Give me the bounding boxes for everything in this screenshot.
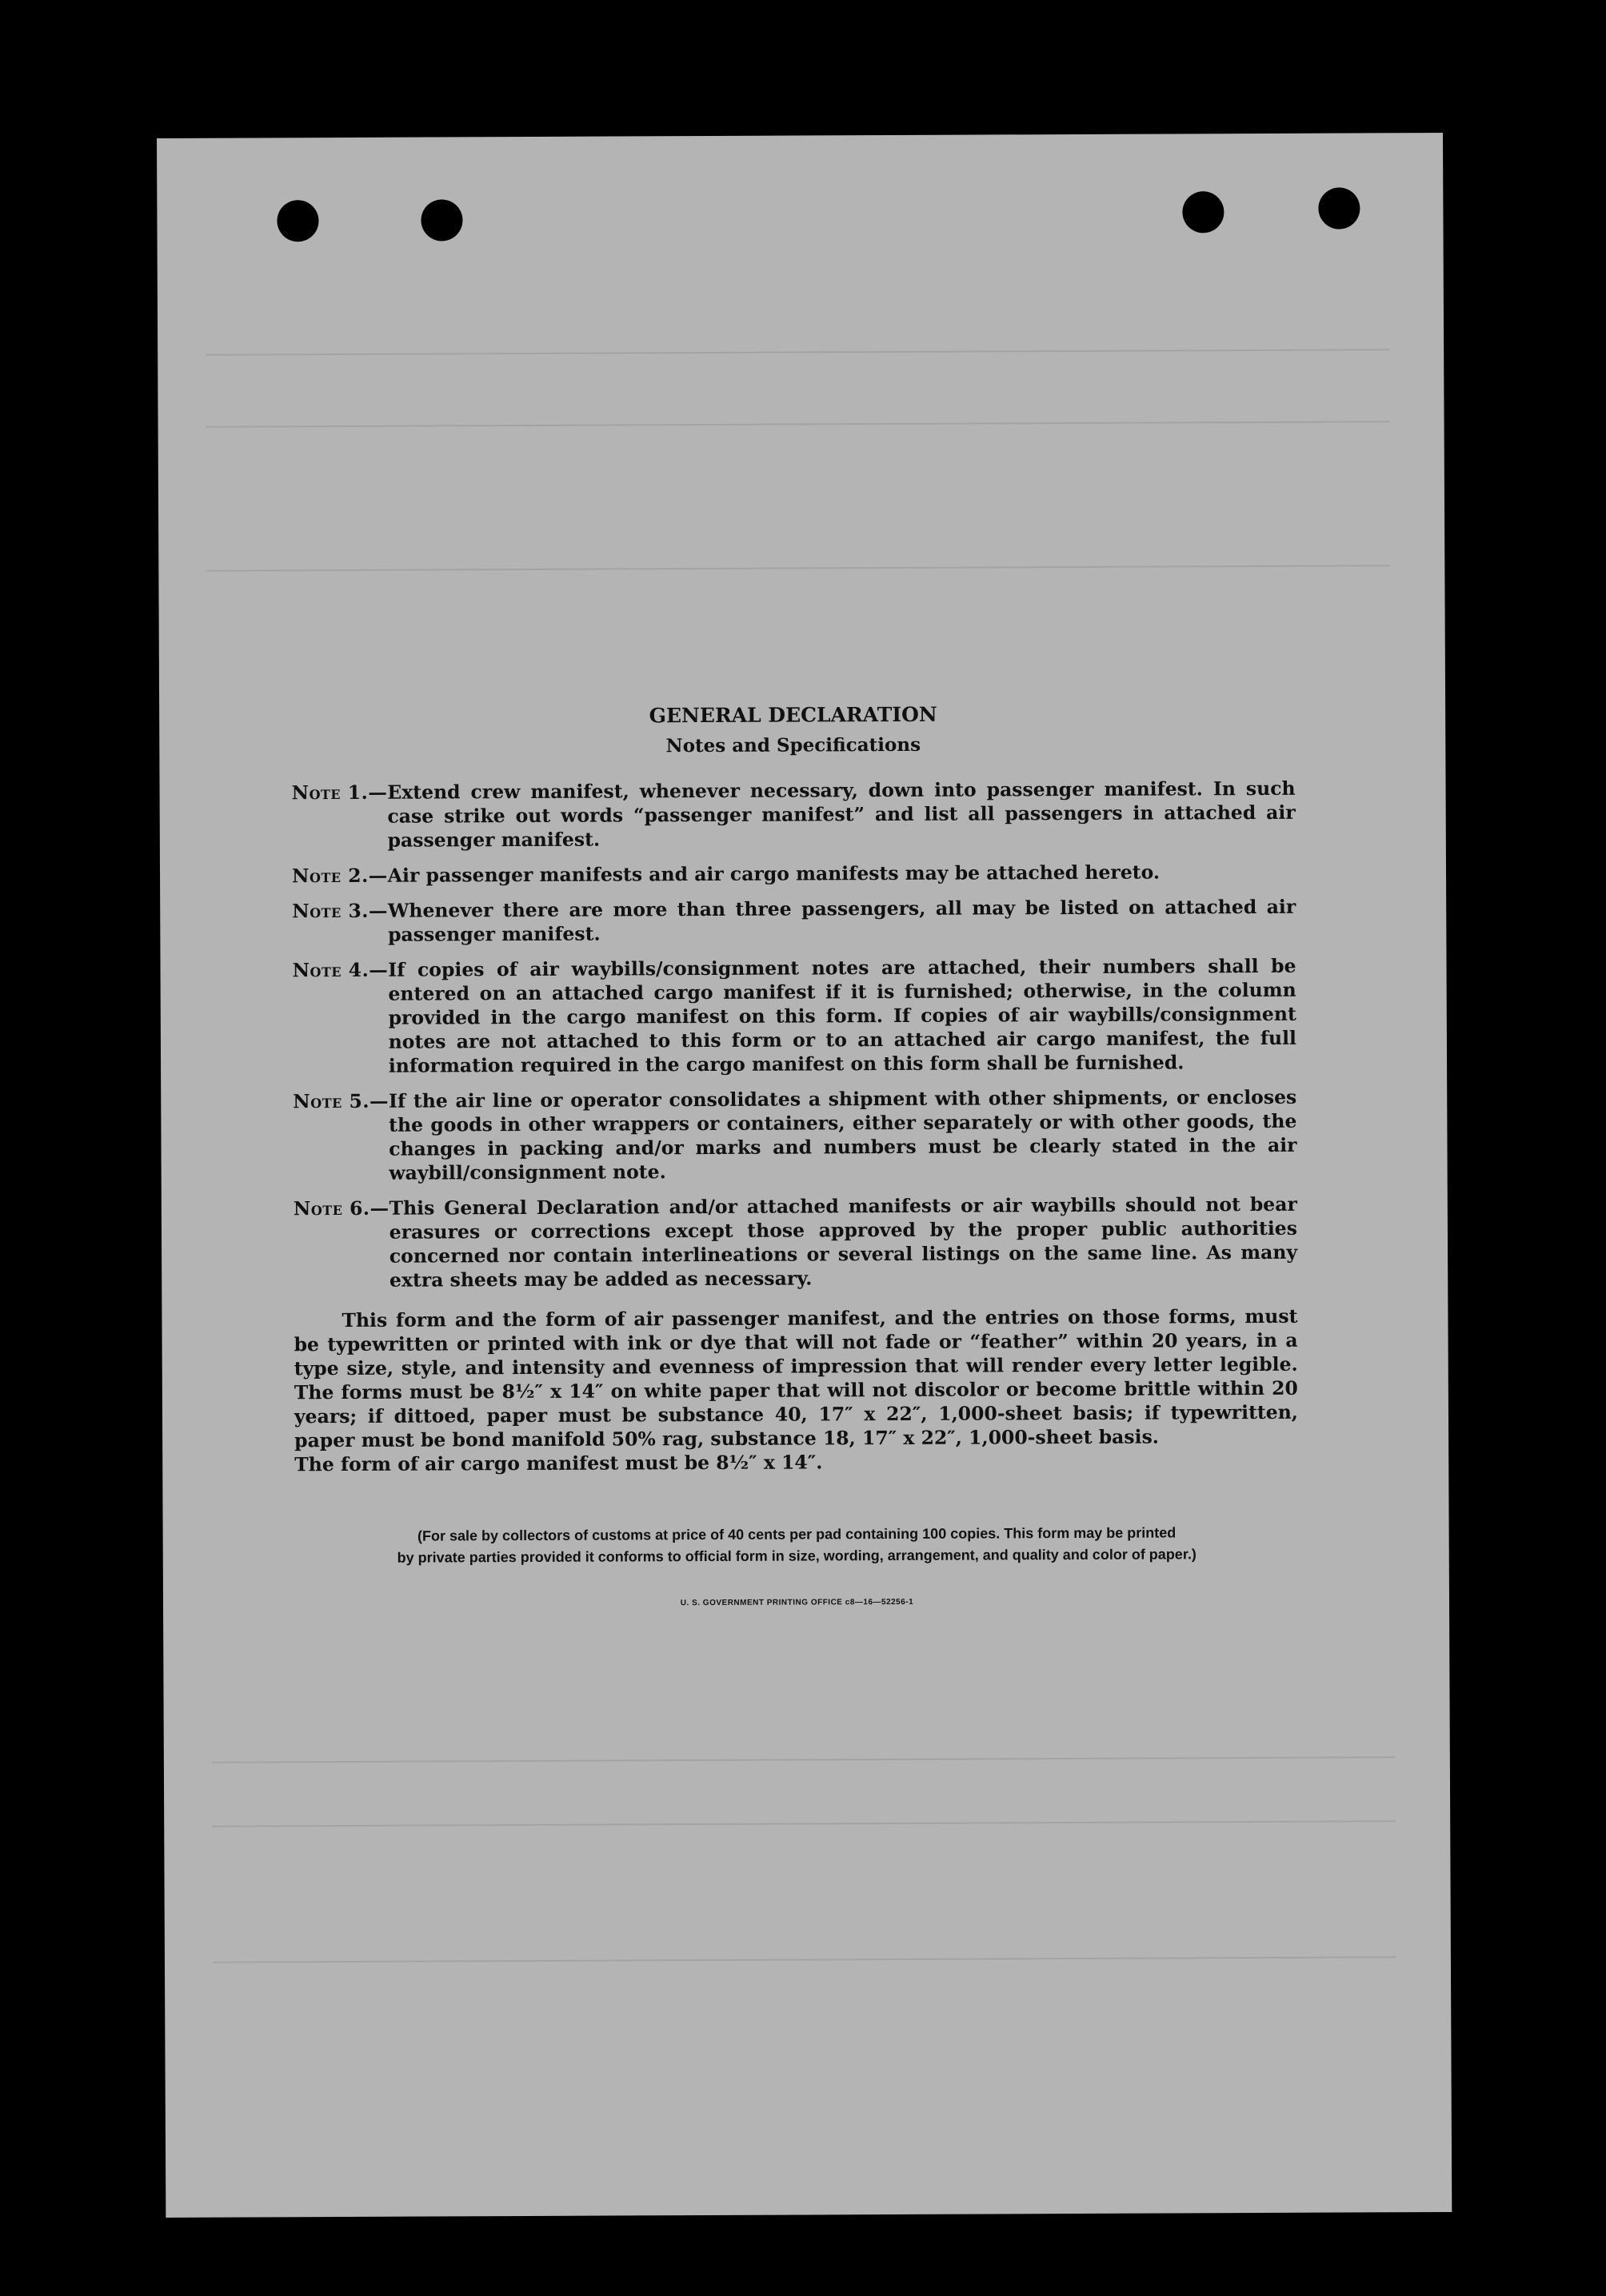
note-text: If copies of air waybills/consignment notes are attached, their numbers shall be entered on an attached cargo manifest if it is furnished; otherwise, in the column provided in the cargo manifest on this form. If copies of air waybills/consignment notes are not attached to this form or to an attached air cargo manifest, the full information required in the cargo manifest on this form shall be furnished. (388, 954, 1296, 1077)
note-4 (292, 954, 1296, 1078)
page-subtitle: Notes and Specifications (665, 733, 921, 757)
note-text: This General Declaration and/or attached manifests or air waybills should not bear erasures or corrections except those approved by the proper public authorities concerned nor contain interlineations or several listings on the same line. As many extra sheets may be added as necessary. (389, 1192, 1298, 1292)
sale-notice-line: by private parties provided it conforms to official form in size, wording, arrangement, and quality and color of paper.) (397, 1546, 1197, 1566)
note-text: Extend crew manifest, whenever necessary, down into passenger manifest. In such case strike out words “passenger manifest” and list all passengers in attached air passenger manifest. (387, 777, 1296, 852)
note-1 (292, 777, 1296, 853)
punch-hole (421, 199, 462, 241)
sale-notice (295, 1522, 1299, 1569)
punch-hole (1182, 191, 1224, 233)
note-label: Note 2.— (291, 864, 388, 888)
bleed-through-rule (212, 1756, 1396, 1763)
punch-hole (277, 200, 318, 242)
document-page (157, 133, 1452, 2218)
note-3 (292, 895, 1296, 947)
note-5 (293, 1085, 1297, 1185)
note-text: Air passenger manifests and air cargo manifests may be attached hereto. (387, 861, 1161, 887)
sale-notice-line: (For sale by collectors of customs at price of 40 cents per pad containing 100 copies. This form may be printed (417, 1524, 1177, 1544)
bleed-through-rule (212, 1820, 1396, 1827)
form-specification-paragraph (294, 1304, 1298, 1476)
bleed-through-rule (213, 1956, 1396, 1963)
bleed-through-rule (206, 349, 1389, 355)
note-text: Whenever there are more than three passengers, all may be listed on attached air passenger manifest. (387, 895, 1296, 946)
page-title: GENERAL DECLARATION (649, 702, 937, 728)
punch-hole (1318, 187, 1360, 229)
specification-text: This form and the form of air passenger manifest, and the entries on those forms, must be typewritten or printed with ink or dye that will not fade or “feather” within 20 years, in a type size, style, and intensity and evenness of impression that will render every letter legible. The forms must be 8½″ x 14″ on white paper that will not discolor or become brittle within 20 years; if dittoed, paper must be substance 40, 17″ x 22″, 1,000-sheet basis; if typewritten, paper must be bond manifold 50% rag, substance 18, 17″ x 22″, 1,000-sheet basis. (294, 1304, 1299, 1452)
note-label: Note 3.— (292, 899, 389, 923)
bleed-through-rule (206, 565, 1390, 571)
bleed-through-rule (206, 421, 1390, 427)
note-label: Note 5.— (293, 1089, 390, 1113)
note-text: If the air line or operator consolidates a shipment with other shipments, or encloses the goods in other wrappers or containers, either separately or with other goods, the changes in packing and/or marks and numbers must be clearly stated in the air waybill/consignment note. (388, 1085, 1297, 1184)
note-label: Note 6.— (293, 1196, 390, 1220)
note-2 (292, 860, 1296, 888)
declaration-notes (291, 701, 1299, 1617)
specification-last-line: The form of air cargo manifest must be 8½″ x 14″. (294, 1451, 823, 1476)
note-label: Note 4.— (292, 958, 389, 982)
note-label: Note 1.— (291, 781, 388, 805)
note-6 (294, 1192, 1298, 1292)
printing-office-imprint: U. S. GOVERNMENT PRINTING OFFICE c8—16—52256-1 (680, 1597, 914, 1608)
